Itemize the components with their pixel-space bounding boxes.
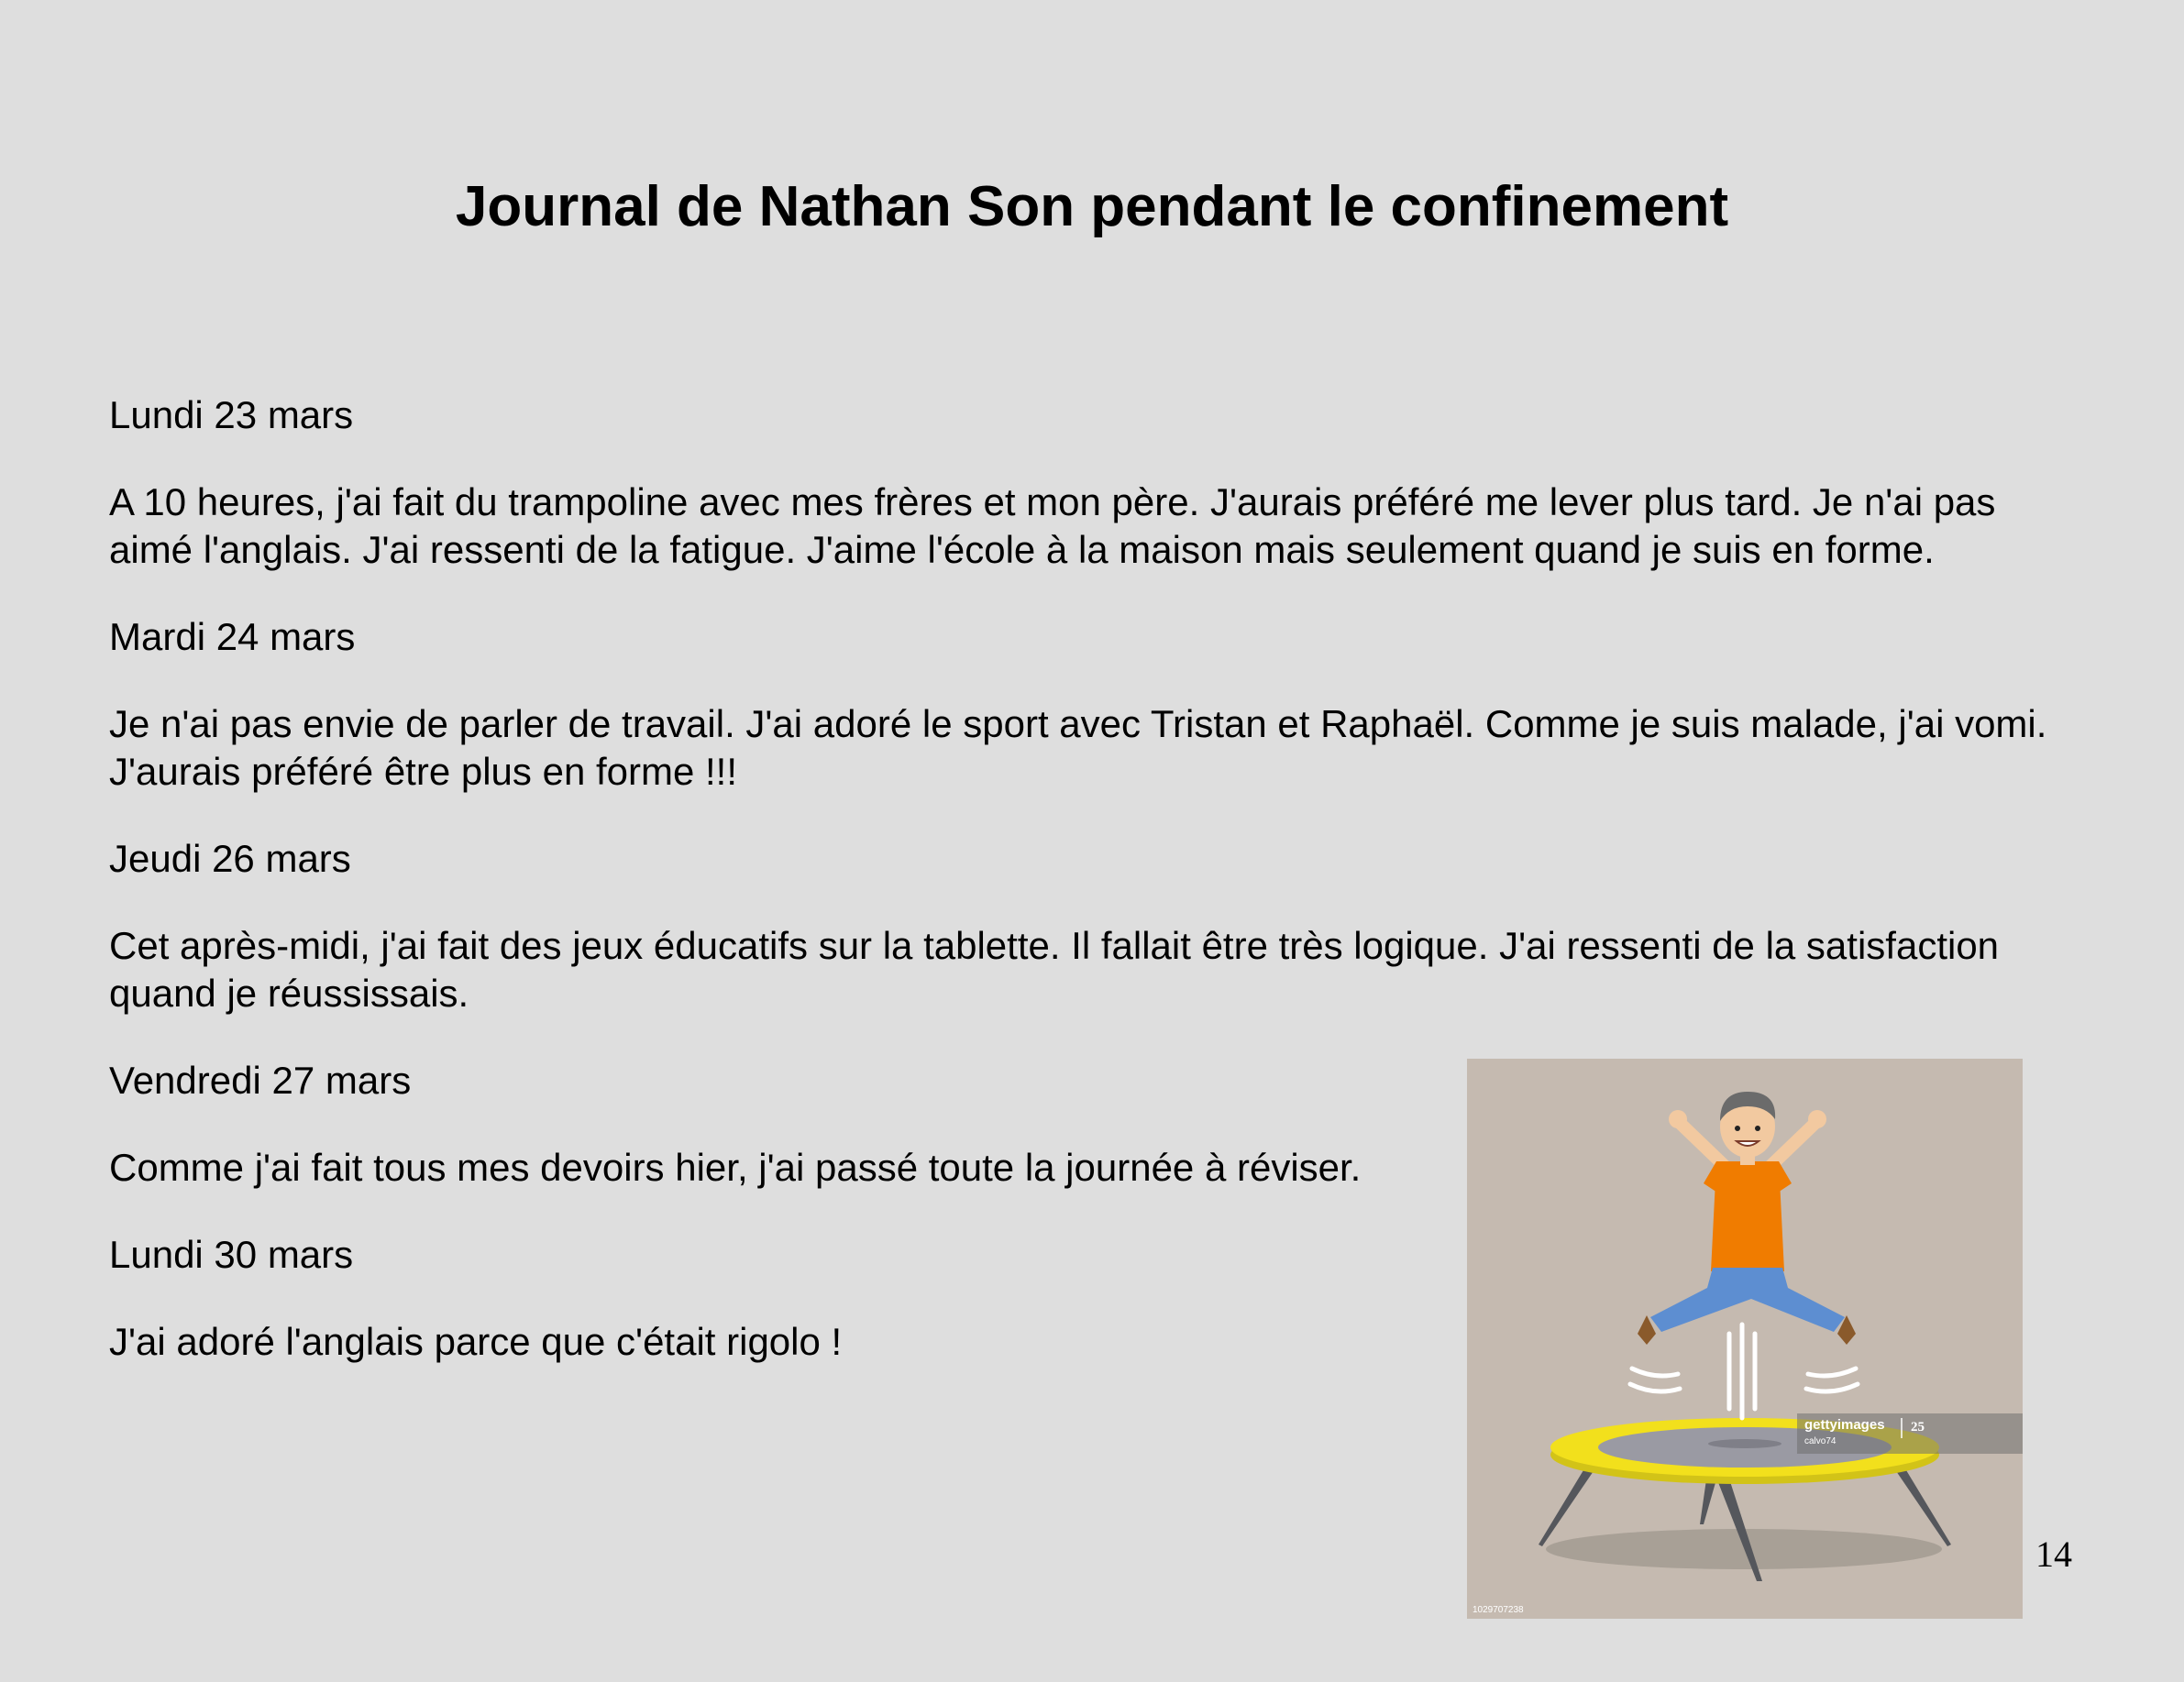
motion-line	[1632, 1369, 1678, 1376]
watermark-brand: gettyimages	[1804, 1417, 1885, 1433]
boy-eye	[1755, 1126, 1760, 1131]
trampoline-illustration	[1467, 1059, 2023, 1619]
boy-hand	[1669, 1110, 1687, 1128]
boy-on-trampoline-image	[1467, 1059, 2023, 1619]
entry-text: A 10 heures, j'ai fait du trampoline avec mes frères et mon père. J'aurais préféré me lever plus tard. Je n'ai pas aimé l'anglais. J'ai ressenti de la fatigue. J'aime l'école à la maison mais seulement quand je suis en forme.	[109, 480, 1996, 571]
entry-text: Je n'ai pas envie de parler de travail. J'ai adoré le sport avec Tristan et Raphaël. Comme je suis malade, j'ai vomi. J'aurais préféré être plus en forme !!!	[109, 702, 2047, 793]
entry-text: Comme j'ai fait tous mes devoirs hier, j'ai passé toute la journée à réviser.	[109, 1146, 1362, 1189]
boy-eye	[1735, 1126, 1740, 1131]
motion-line	[1806, 1384, 1858, 1391]
entry-date: Jeudi 26 mars	[109, 837, 351, 880]
boy-arm	[1770, 1123, 1815, 1167]
entry-date: Lundi 30 mars	[109, 1233, 354, 1276]
entry-date: Lundi 23 mars	[109, 393, 354, 436]
motion-line	[1808, 1369, 1856, 1376]
entry-text: Cet après-midi, j'ai fait des jeux éducatifs sur la tablette. Il fallait être très logique. J'ai ressenti de la satisfaction quand je réussissais.	[109, 924, 2000, 1015]
boy-shirt	[1711, 1161, 1784, 1271]
trampoline-leg	[1539, 1466, 1597, 1546]
entry-text: J'ai adoré l'anglais parce que c'était rigolo !	[109, 1320, 843, 1363]
watermark-credit: calvo74	[1804, 1436, 1837, 1446]
page-number: 14	[2035, 1534, 2072, 1575]
entry-date: Vendredi 27 mars	[109, 1059, 412, 1102]
watermark-badge: 25	[1911, 1420, 1925, 1435]
image-id: 1029707238	[1473, 1605, 1524, 1615]
boy-pants	[1650, 1268, 1845, 1332]
boy-arm	[1680, 1123, 1726, 1167]
page-title: Journal de Nathan Son pendant le confinement	[455, 175, 1729, 238]
trampoline-leg	[1892, 1466, 1951, 1546]
motion-line	[1630, 1384, 1680, 1391]
mat-dimple	[1708, 1439, 1781, 1448]
boy-hand	[1808, 1110, 1826, 1128]
entry-date: Mardi 24 mars	[109, 615, 356, 658]
